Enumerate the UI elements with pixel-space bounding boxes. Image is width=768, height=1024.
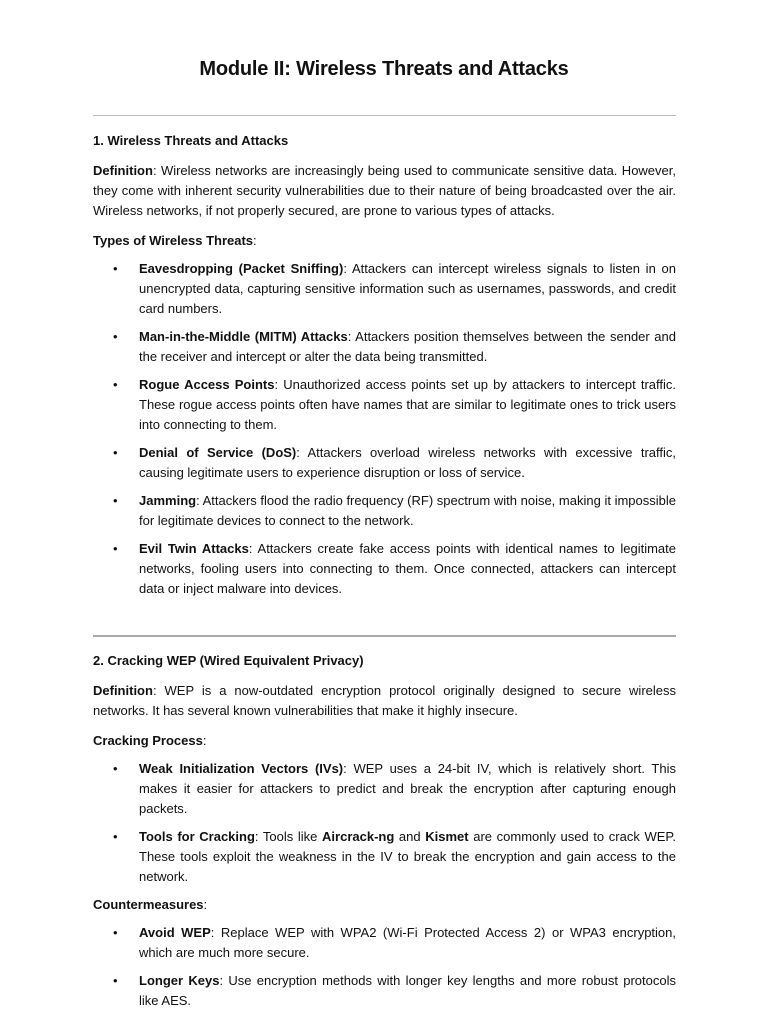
list-item-text: : WEP uses a 24-bit IV, which is relatively short. This makes it easier for attackers to predict and break the encryption after capturing enough packets. <box>139 761 676 816</box>
tool-name: Aircrack-ng <box>322 829 395 844</box>
process-label: Cracking Process <box>93 733 203 748</box>
list-item-text: : Attackers flood the radio frequency (RF) spectrum with noise, making it impossible for legitimate devices to connect to the network. <box>139 493 676 528</box>
bullet: • <box>113 761 118 776</box>
section-1-definition <box>93 161 676 221</box>
bullet: • <box>113 445 118 460</box>
bullet: • <box>113 829 118 844</box>
section-2-heading: 2. Cracking WEP (Wired Equivalent Privacy) <box>93 653 364 668</box>
list-item <box>93 375 676 435</box>
section-2 <box>93 651 676 1019</box>
list-item-term: Eavesdropping (Packet Sniffing) <box>139 261 344 276</box>
section-1-heading: 1. Wireless Threats and Attacks <box>93 133 289 148</box>
definition-text: : WEP is a now-outdated encryption protocol originally designed to secure wireless networks. It has several known vulnerabilities that make it highly insecure. <box>93 683 676 718</box>
list-item-text: : Replace WEP with WPA2 (Wi-Fi Protected Access 2) or WPA3 encryption, which are much more secure. <box>139 925 677 960</box>
definition-label: Definition <box>93 163 153 178</box>
section-2-definition <box>93 681 676 721</box>
list-item <box>93 443 676 483</box>
title-divider <box>93 115 676 116</box>
list-item-text: : Unauthorized access points set up by attackers to intercept traffic. These rogue access points often have names that are similar to legitimate ones to trick users into connecting to them. <box>139 377 676 432</box>
types-label: Types of Wireless Threats <box>93 233 254 248</box>
list-item-text: : Attackers can intercept wireless signals to listen in on unencrypted data, capturing sensitive information such as usernames, passwords, and credit card numbers. <box>139 261 676 316</box>
list-item <box>93 539 676 599</box>
list-item: • Tools for Cracking: Tools like Aircrack-ng and Kismet are commonly used to crack WEP. These tools exploit the weakness in the IV to break the encryption and gain access to the network. <box>113 829 677 884</box>
list-item-term: Tools for Cracking <box>139 829 255 844</box>
bullet: • <box>113 973 118 988</box>
bullet: • <box>113 261 118 276</box>
definition-label: Definition <box>93 683 153 698</box>
countermeasures-heading: Countermeasures: <box>93 897 208 912</box>
section-divider <box>93 635 676 637</box>
list-item-term: Man-in-the-Middle (MITM) Attacks <box>139 329 348 344</box>
bullet: • <box>113 377 118 392</box>
types-heading: Types of Wireless Threats: <box>93 233 257 248</box>
list-item-term: Longer Keys <box>139 973 220 988</box>
list-item <box>93 491 676 531</box>
section-1 <box>93 131 676 607</box>
list-item-term: Rogue Access Points <box>139 377 275 392</box>
list-item-term: Avoid WEP <box>139 925 211 940</box>
list-item-term: Jamming <box>139 493 197 508</box>
list-item <box>93 971 676 1011</box>
list-item <box>93 923 676 963</box>
countermeasure-list <box>93 923 676 1011</box>
list-item-term: Evil Twin Attacks <box>139 541 249 556</box>
list-item <box>93 259 676 319</box>
process-list <box>93 759 676 887</box>
list-item-term: Denial of Service (DoS) <box>139 445 297 460</box>
page-title: Module II: Wireless Threats and Attacks <box>199 58 569 80</box>
list-item-text: : Attackers overload wireless networks with excessive traffic, causing legitimate users to experience disruption or loss of service. <box>139 445 676 480</box>
bullet: • <box>113 329 118 344</box>
list-item-text: : Attackers position themselves between the sender and the receiver and intercept or alter the data being transmitted. <box>139 329 676 364</box>
bullet: • <box>113 493 118 508</box>
tool-name: Kismet <box>425 829 469 844</box>
process-heading: Cracking Process: <box>93 733 207 748</box>
bullet: • <box>113 541 118 556</box>
list-item <box>93 759 676 819</box>
list-item <box>93 327 676 367</box>
list-item-text: : Use encryption methods with longer key lengths and more robust protocols like AES. <box>139 973 676 1008</box>
countermeasures-label: Countermeasures <box>93 897 204 912</box>
list-item-text: : Attackers create fake access points with identical names to legitimate networks, fooling users into connecting to them. Once connected, attackers can intercept data or inject malware into devices. <box>139 541 676 596</box>
threat-list <box>93 259 676 599</box>
definition-text: : Wireless networks are increasingly being used to communicate sensitive data. However, they come with inherent security vulnerabilities due to their nature of being broadcasted over the air. Wireless networks, if not properly secured, are prone to various types of attacks. <box>93 163 676 218</box>
list-item-term: Weak Initialization Vectors (IVs) <box>139 761 344 776</box>
bullet: • <box>113 925 118 940</box>
